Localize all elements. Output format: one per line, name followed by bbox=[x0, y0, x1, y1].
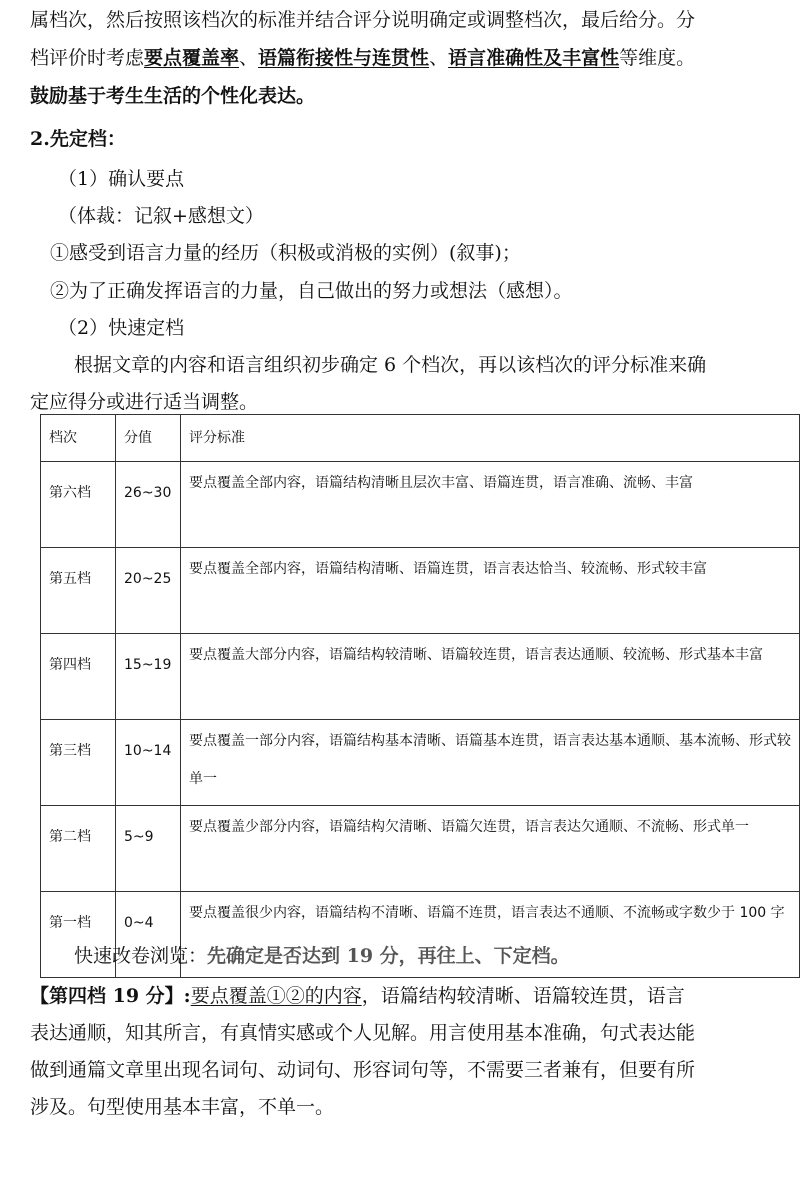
criteria-text: 要点覆盖少部分内容，语篇结构欠清晰、语篇欠连贯，语言表达欠通顺、不流畅、形式单一 bbox=[189, 819, 749, 835]
header-criteria: 评分标准 bbox=[181, 415, 800, 462]
paragraph-line-1: 根据文章的内容和语言组织初步确定 6 个档次，再以该档次的评分标准来确 bbox=[74, 354, 707, 376]
example-underlined: 要点覆盖①②的内容 bbox=[190, 985, 362, 1007]
row-criteria bbox=[181, 548, 800, 634]
table-row bbox=[41, 720, 800, 806]
keyword-coherence: 语篇衔接性与连贯性 bbox=[258, 47, 430, 69]
table-row bbox=[41, 462, 800, 548]
row-criteria bbox=[181, 462, 800, 548]
example-line-4: 涉及。句型使用基本丰富，不单一。 bbox=[30, 1096, 335, 1118]
criteria-text: 要点覆盖一部分内容，语篇结构基本清晰、语篇基本连贯，语言表达基本通顺、基本流畅、形式较单一 bbox=[189, 733, 791, 787]
row-score: 5~9 bbox=[116, 806, 181, 892]
row-score: 10~14 bbox=[116, 720, 181, 806]
sub-heading-2: （2）快速定档 bbox=[58, 317, 185, 339]
sub-heading-1: （1）确认要点 bbox=[58, 168, 185, 190]
criteria-text: 要点覆盖大部分内容，语篇结构较清晰、语篇较连贯，语言表达通顺、较流畅、形式基本丰富 bbox=[189, 647, 763, 663]
row-criteria bbox=[181, 806, 800, 892]
browse-line bbox=[74, 944, 570, 968]
header-level: 档次 bbox=[41, 415, 116, 462]
keyword-coverage: 要点覆盖率 bbox=[144, 47, 240, 69]
header-score: 分值 bbox=[116, 415, 181, 462]
table-header-row bbox=[41, 415, 800, 462]
row-criteria bbox=[181, 634, 800, 720]
row-level: 第一档 bbox=[41, 892, 116, 978]
intro-line-2 bbox=[30, 46, 695, 70]
point-1: ①感受到语言力量的经历（积极或消极的实例）(叙事)； bbox=[50, 242, 521, 264]
row-level: 第二档 bbox=[41, 806, 116, 892]
browse-bold: 先确定是否达到 19 分，再往上、下定档。 bbox=[207, 945, 570, 967]
sep-2: 、 bbox=[429, 47, 449, 69]
criteria-text: 要点覆盖全部内容，语篇结构清晰且层次丰富、语篇连贯，语言准确、流畅、丰富 bbox=[189, 475, 693, 491]
table-row bbox=[41, 806, 800, 892]
row-score: 26~30 bbox=[116, 462, 181, 548]
row-level: 第五档 bbox=[41, 548, 116, 634]
paragraph-line-2: 定应得分或进行适当调整。 bbox=[30, 391, 259, 413]
intro-line-2-pre: 档评价时考虑 bbox=[30, 47, 145, 69]
example-line-2: 表达通顺，知其所言，有真情实感或个人见解。用言使用基本准确，句式表达能 bbox=[30, 1022, 696, 1044]
section-heading: 2.先定档： bbox=[30, 128, 126, 150]
table-row bbox=[41, 548, 800, 634]
row-criteria bbox=[181, 720, 800, 806]
grading-table bbox=[40, 414, 800, 978]
row-score: 15~19 bbox=[116, 634, 181, 720]
point-2: ②为了正确发挥语言的力量，自己做出的努力或想法（感想）。 bbox=[50, 280, 573, 302]
criteria-text: 要点覆盖很少内容，语篇结构不清晰、语篇不连贯，语言表达不通顺、不流畅或字数少于 100 字 bbox=[189, 905, 785, 921]
intro-line-3: 鼓励基于考生生活的个性化表达。 bbox=[30, 85, 316, 107]
intro-line-1: 属档次，然后按照该档次的标准并结合评分说明确定或调整档次，最后给分。分 bbox=[30, 9, 696, 31]
example-line-1 bbox=[30, 984, 685, 1008]
example-line-3: 做到通篇文章里出现名词句、动词句、形容词句等，不需要三者兼有，但要有所 bbox=[30, 1059, 696, 1081]
row-level: 第三档 bbox=[41, 720, 116, 806]
example-line-1-rest: ，语篇结构较清晰、语篇较连贯，语言 bbox=[361, 985, 685, 1007]
row-score: 20~25 bbox=[116, 548, 181, 634]
intro-line-2-post: 等维度。 bbox=[619, 47, 696, 69]
table-row bbox=[41, 634, 800, 720]
sep-1: 、 bbox=[239, 47, 259, 69]
genre-note: （体裁：记叙+感想文） bbox=[58, 205, 264, 227]
row-score: 0~4 bbox=[116, 892, 181, 978]
row-level: 第四档 bbox=[41, 634, 116, 720]
example-tag: 【第四档 19 分】: bbox=[30, 985, 191, 1007]
browse-pre: 快速改卷浏览： bbox=[74, 945, 208, 967]
keyword-accuracy: 语言准确性及丰富性 bbox=[448, 47, 620, 69]
row-level: 第六档 bbox=[41, 462, 116, 548]
criteria-text: 要点覆盖全部内容，语篇结构清晰、语篇连贯，语言表达恰当、较流畅、形式较丰富 bbox=[189, 561, 707, 577]
